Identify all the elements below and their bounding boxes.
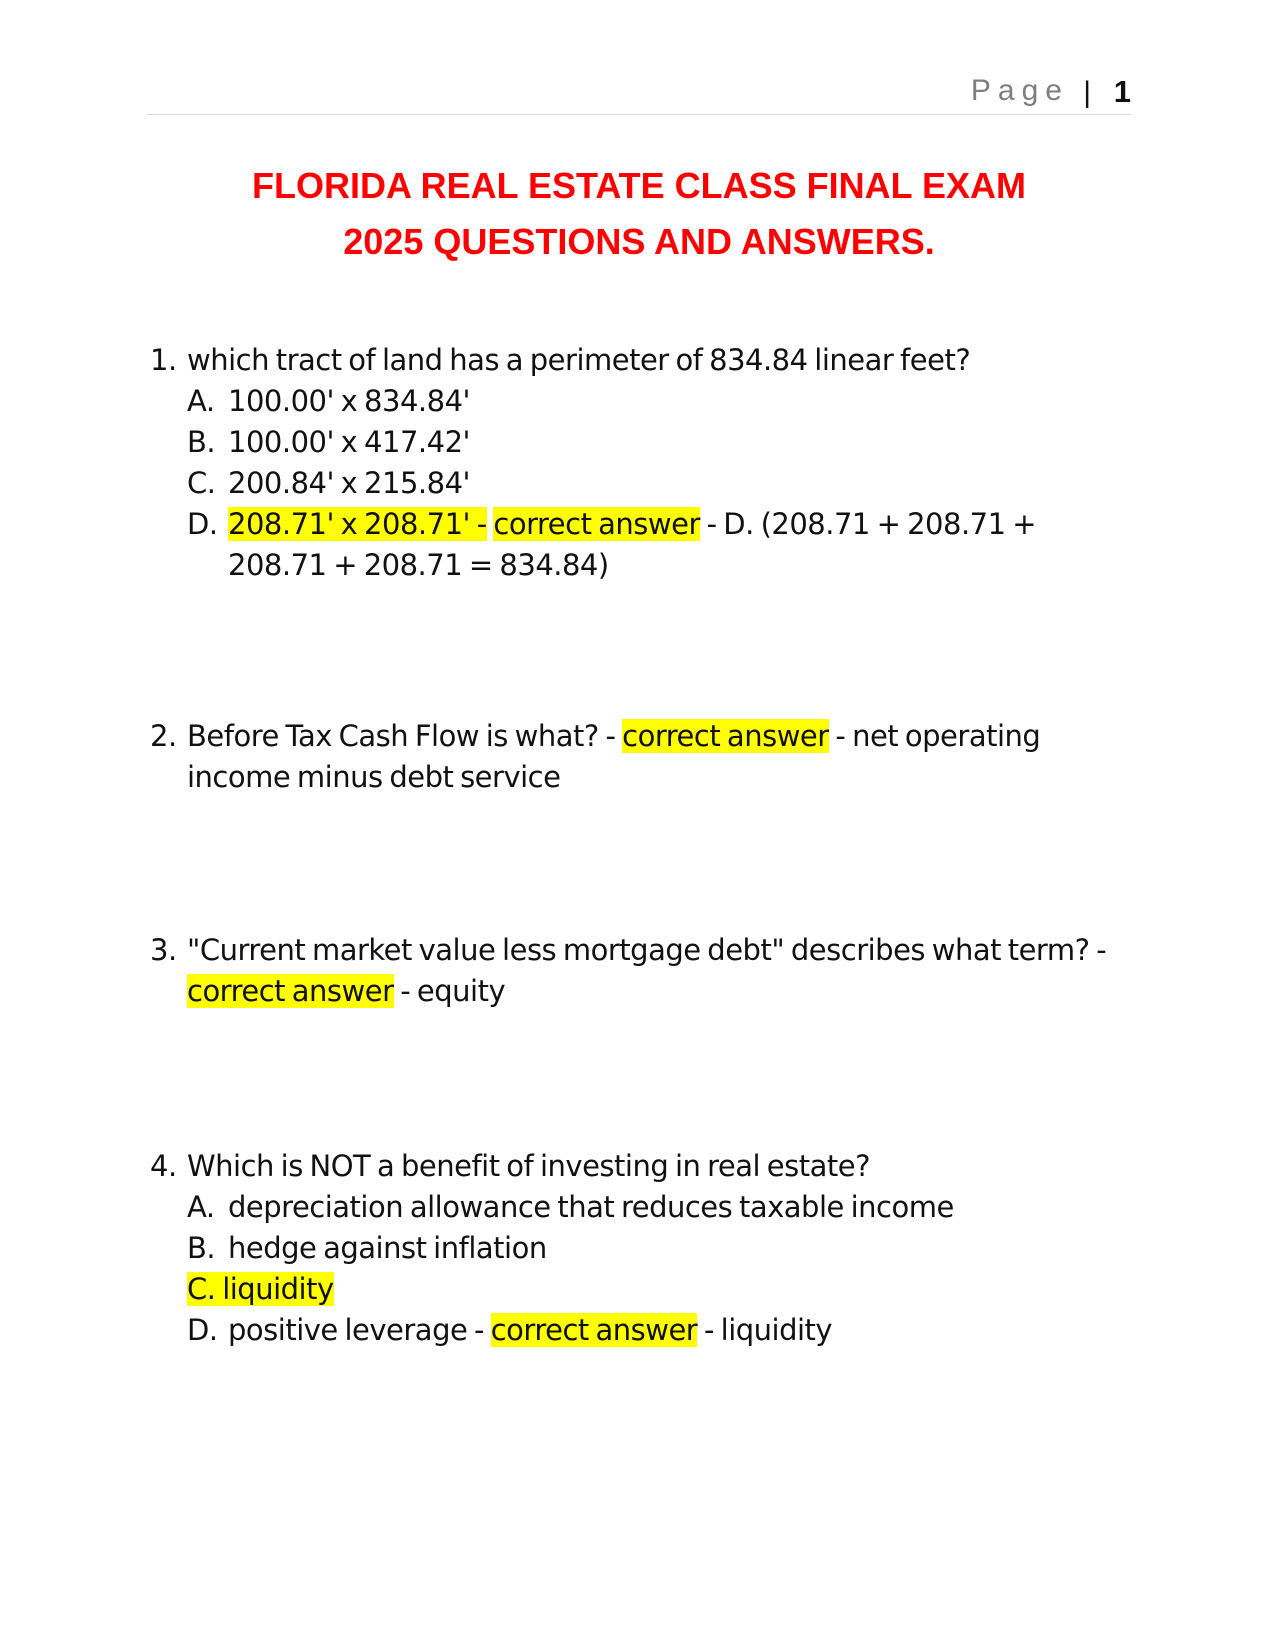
title-line-2: 2025 QUESTIONS AND ANSWERS.: [343, 221, 935, 262]
question-2-stem: [150, 716, 1125, 798]
option-text: positive leverage -: [228, 1313, 484, 1347]
option-letter: B.: [187, 425, 216, 459]
page-separator: |: [1083, 76, 1091, 109]
option-c: [150, 463, 1125, 504]
option-highlighted: [187, 1272, 334, 1306]
option-d: [150, 1310, 1125, 1351]
title-line-1: FLORIDA REAL ESTATE CLASS FINAL EXAM: [251, 165, 1027, 206]
question-1: [150, 340, 1125, 586]
page-header: [147, 72, 1131, 115]
question-text: Before Tax Cash Flow is what? -: [187, 719, 616, 753]
document-title: [147, 158, 1131, 270]
option-letter: B.: [187, 1231, 216, 1265]
question-1-stem: [150, 340, 1125, 381]
question-number: 1.: [150, 343, 177, 377]
answer-text: - net operating income minus debt service: [187, 719, 1041, 794]
question-number: 3.: [150, 933, 177, 967]
option-a: [150, 1187, 1125, 1228]
option-letter: A.: [187, 384, 215, 418]
option-text-highlighted: 208.71' x 208.71' -: [228, 507, 487, 541]
answer-explanation: - D. (208.71 + 208.71 + 208.71 + 208.71 = 834.84): [228, 507, 1037, 582]
option-letter: D.: [187, 1313, 218, 1347]
question-3: [150, 930, 1125, 1012]
option-text: 200.84' x 215.84': [228, 466, 470, 500]
answer-text: - equity: [400, 974, 506, 1008]
correct-answer-marker: correct answer: [622, 719, 829, 753]
option-letter: D.: [187, 507, 218, 541]
page-label: Page: [970, 74, 1069, 107]
correct-answer-marker: correct answer: [187, 974, 394, 1008]
page-number: 1: [1113, 74, 1131, 109]
question-4-stem: [150, 1146, 1125, 1187]
question-3-stem: [150, 930, 1125, 1012]
question-text: which tract of land has a perimeter of 834.84 linear feet?: [187, 343, 971, 377]
answer-text: - liquidity: [703, 1313, 833, 1347]
option-text: depreciation allowance that reduces taxable income: [228, 1190, 954, 1224]
correct-answer-marker: correct answer: [493, 507, 700, 541]
question-number: 2.: [150, 719, 177, 753]
question-text: Which is NOT a benefit of investing in real estate?: [187, 1149, 870, 1183]
option-letter: C.: [187, 1272, 216, 1306]
option-a: [150, 381, 1125, 422]
question-4: [150, 1146, 1125, 1351]
option-text: hedge against inflation: [228, 1231, 547, 1265]
option-c: [150, 1269, 1125, 1310]
correct-answer-marker: correct answer: [490, 1313, 698, 1347]
option-d: [150, 504, 1125, 586]
option-b: [150, 422, 1125, 463]
option-text: 100.00' x 834.84': [228, 384, 470, 418]
option-letter: C.: [187, 466, 216, 500]
question-number: 4.: [150, 1149, 177, 1183]
option-text: 100.00' x 417.42': [228, 425, 470, 459]
option-b: [150, 1228, 1125, 1269]
option-letter: A.: [187, 1190, 215, 1224]
question-text: "Current market value less mortgage debt" describes what term? -: [187, 933, 1107, 967]
question-2: [150, 716, 1125, 798]
option-text: liquidity: [222, 1272, 334, 1306]
